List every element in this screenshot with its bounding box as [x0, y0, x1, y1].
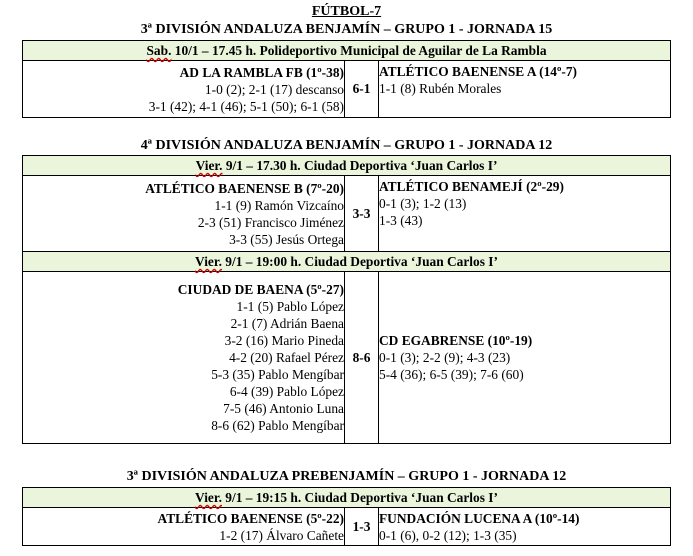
section-title: 3ª DIVISIÓN ANDALUZA PREBENJAMÍN – GRUPO 1 - JORNADA 12: [126, 469, 567, 484]
goal-line: 7-5 (46) Antonio Luna: [223, 401, 344, 416]
goal-line: 3-2 (16) Mario Pineda: [224, 333, 344, 348]
match-table: [22, 40, 671, 118]
goal-line: 4-2 (20) Rafael Pérez: [229, 350, 344, 365]
home-team: CIUDAD DE BAENA (5º-27): [177, 282, 344, 297]
away-team-cell: [379, 61, 671, 118]
away-team-cell: [379, 508, 671, 546]
section-title: 3ª DIVISIÓN ANDALUZA BENJAMÍN – GRUPO 1 - JORNADA 15: [140, 22, 553, 37]
match-table: [22, 155, 671, 444]
goal-line: 1-1 (9) Ramón Vizcaíno: [214, 197, 344, 213]
goal-line: 1-0 (2); 2-1 (17) descanso: [204, 81, 344, 97]
home-team: ATLÉTICO BAENENSE (5º-22): [157, 510, 344, 526]
home-team-cell: [23, 61, 345, 118]
goal-line: 1-1 (5) Pablo López: [236, 299, 344, 314]
goal-line: 2-1 (7) Adrián Baena: [230, 316, 344, 331]
goal-line: 1-2 (17) Álvaro Cañete: [219, 527, 344, 543]
away-team: ATLÉTICO BAENENSE A (14º-7): [379, 64, 578, 79]
goal-line: 1-3 (43): [379, 213, 423, 228]
goal-line: 3-1 (42); 4-1 (46); 5-1 (50); 6-1 (58): [148, 98, 344, 114]
page-heading: FÚTBOL-7: [311, 4, 382, 19]
goal-line: 1-1 (8) Rubén Morales: [379, 81, 502, 96]
goal-line: 3-3 (55) Jesús Ortega: [229, 231, 344, 247]
match-header: Vier. 9/1 – 19:00 h. Ciudad Deportiva ‘Juan Carlos I’: [23, 252, 671, 272]
goal-line: 6-4 (39) Pablo López: [229, 384, 344, 399]
goal-line: 0-1 (6), 0-2 (12); 1-3 (35): [379, 527, 517, 543]
home-team-cell: [23, 176, 345, 252]
goal-line: 8-6 (62) Pablo Mengíbar: [211, 418, 344, 433]
section-title: 4ª DIVISIÓN ANDALUZA BENJAMÍN – GRUPO 1 - JORNADA 12: [140, 138, 553, 153]
home-team-cell: [23, 508, 345, 546]
match-score: 6-1: [345, 61, 379, 118]
goal-line: 0-1 (3); 1-2 (13): [379, 196, 467, 211]
away-team-cell: [379, 176, 671, 252]
away-team-cell: [379, 272, 671, 444]
match-header: Vier. 9/1 – 17.30 h. Ciudad Deportiva ‘Juan Carlos I’: [23, 156, 671, 176]
home-team-cell: [23, 272, 345, 444]
goal-line: 5-3 (35) Pablo Mengíbar: [211, 367, 344, 382]
match-table: [22, 487, 671, 546]
match-score: 1-3: [345, 508, 379, 546]
match-score: 8-6: [345, 272, 379, 444]
goal-line: 2-3 (51) Francisco Jiménez: [197, 214, 344, 230]
match-header: Vier. 9/1 – 19:15 h. Ciudad Deportiva ‘Juan Carlos I’: [23, 488, 671, 508]
match-header: Sab. 10/1 – 17.45 h. Polideportivo Municipal de Aguilar de La Rambla: [23, 41, 671, 61]
goal-line: 5-4 (36); 6-5 (39); 7-6 (60): [379, 367, 524, 382]
away-team: CD EGABRENSE (10º-19): [379, 333, 533, 348]
away-team: FUNDACIÓN LUCENA A (10º-14): [379, 510, 580, 526]
home-team: ATLÉTICO BAENENSE B (7º-20): [145, 180, 344, 196]
away-team: ATLÉTICO BENAMEJÍ (2º-29): [379, 179, 564, 194]
home-team: AD LA RAMBLA FB (1º-38): [179, 64, 344, 80]
match-score: 3-3: [345, 176, 379, 252]
goal-line: 0-1 (3); 2-2 (9); 4-3 (23): [379, 350, 511, 365]
